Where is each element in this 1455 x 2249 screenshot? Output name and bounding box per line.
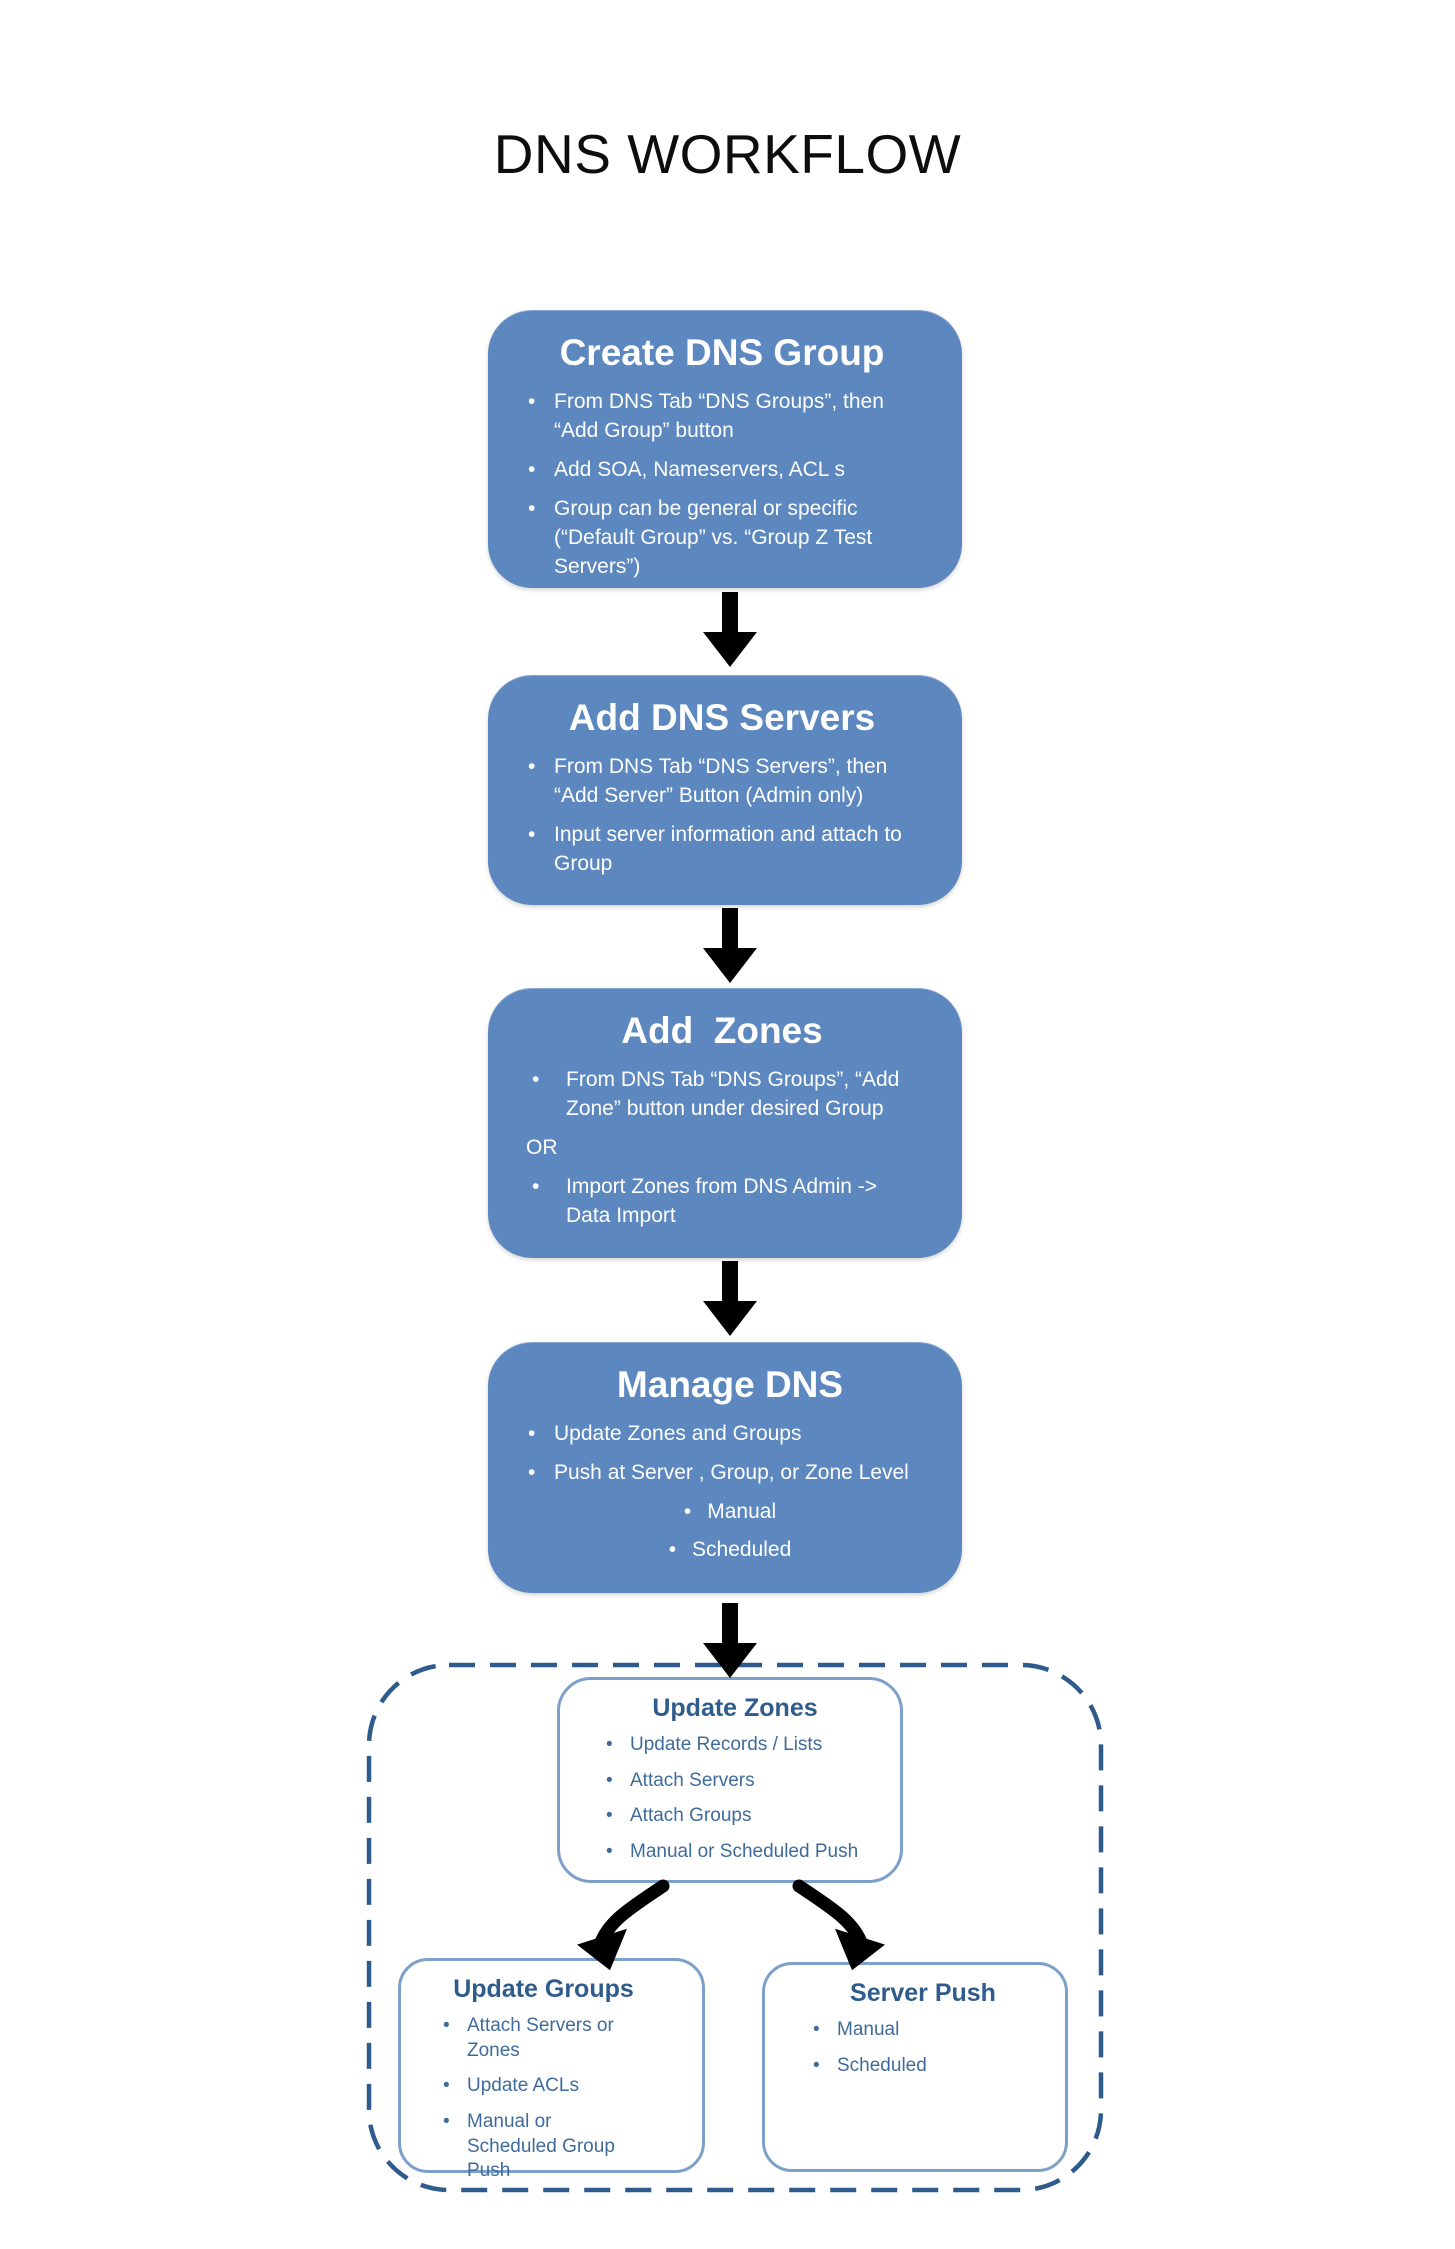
bullet-text: Manual [707, 1500, 777, 1524]
bullet-text: Scheduled [692, 1538, 792, 1562]
bullet-item [441, 2110, 646, 2184]
add-dns-servers-body [526, 753, 918, 879]
detail-box-update-zones [557, 1677, 903, 1883]
bullet-item [526, 821, 918, 879]
flow-box-add-dns-servers [488, 675, 962, 905]
bullet-text: From DNS Tab “DNS Servers”, then “Add Server” Button (Admin only) [554, 755, 888, 808]
add-dns-servers-heading: Add DNS Servers [568, 697, 876, 738]
bullet-item [526, 1420, 934, 1449]
bullet-item [811, 2054, 1035, 2079]
manage-dns-heading: Manage DNS [616, 1364, 844, 1405]
server-push-heading: Server Push [850, 1979, 996, 2007]
update-zones-heading: Update Zones [652, 1694, 818, 1722]
bullet-item [526, 1459, 934, 1488]
bullet-text: From DNS Tab “DNS Groups”, “Add Zone” button under desired Group [566, 1068, 900, 1121]
bullet-text: Push at Server , Group, or Zone Level [554, 1461, 909, 1485]
bullet-item [811, 2018, 1035, 2043]
bullet-item [526, 1173, 918, 1231]
bullet-item [604, 1840, 866, 1865]
bullet-text: Attach Groups [630, 1805, 752, 1827]
bullet-text: Manual [837, 2019, 900, 2040]
flow-box-add-zones [488, 988, 962, 1258]
add-zones-heading: Add Zones [621, 1010, 823, 1051]
bullet-item [526, 753, 918, 811]
bullet-dot: • [683, 1500, 692, 1524]
update-zones-body [604, 1733, 866, 1865]
or-label: OR [526, 1136, 558, 1160]
bullet-item [604, 1733, 866, 1758]
flow-box-create-dns-group [488, 310, 962, 588]
bullet-text: Update Zones and Groups [554, 1422, 802, 1446]
create-dns-group-body [526, 388, 918, 582]
bullet-text: Manual or Scheduled Group Push [467, 2111, 615, 2182]
bullet-item [441, 2074, 646, 2099]
bullet-text: From DNS Tab “DNS Groups”, then “Add Group” button [554, 390, 884, 443]
flow-box-manage-dns [488, 1342, 962, 1593]
bullet-item [526, 1066, 918, 1124]
bullet-item [526, 388, 918, 446]
add-zones-body [526, 1066, 918, 1231]
bullet-item [526, 456, 918, 485]
detail-box-update-groups [398, 1958, 705, 2182]
bullet-text: Manual or Scheduled Push [630, 1841, 859, 1863]
update-groups-body [441, 2014, 646, 2184]
detail-box-server-push [762, 1962, 1068, 2172]
manage-dns-sub-bullets [526, 1498, 934, 1565]
bullet-item [604, 1769, 866, 1794]
page-title: DNS WORKFLOW [493, 123, 962, 185]
bullet-item [441, 2014, 646, 2063]
bullet-item [604, 1804, 866, 1829]
bullet-item [526, 495, 918, 582]
bullet-text: Update Records / Lists [630, 1734, 823, 1755]
sub-bullet-item [526, 1498, 934, 1527]
bullet-dot: • [668, 1538, 677, 1562]
server-push-body [811, 2018, 1035, 2078]
bullet-text: Attach Servers [630, 1769, 755, 1791]
bullet-text: Update ACLs [467, 2075, 579, 2097]
bullet-text: Attach Servers or Zones [467, 2015, 614, 2061]
bullet-text: Input server information and attach to Group [554, 823, 902, 876]
bullet-text: Import Zones from DNS Admin -> Data Import [566, 1175, 878, 1228]
sub-bullet-item [526, 1536, 934, 1565]
bullet-text: Add SOA, Nameservers, ACL s [554, 458, 845, 482]
bullet-text: Scheduled [837, 2054, 927, 2076]
create-dns-group-heading: Create DNS Group [559, 332, 885, 373]
bullet-text: Group can be general or specific (“Default Group” vs. “Group Z Test Servers”) [554, 497, 873, 579]
manage-dns-body [526, 1420, 934, 1565]
update-groups-heading: Update Groups [453, 1975, 634, 2003]
